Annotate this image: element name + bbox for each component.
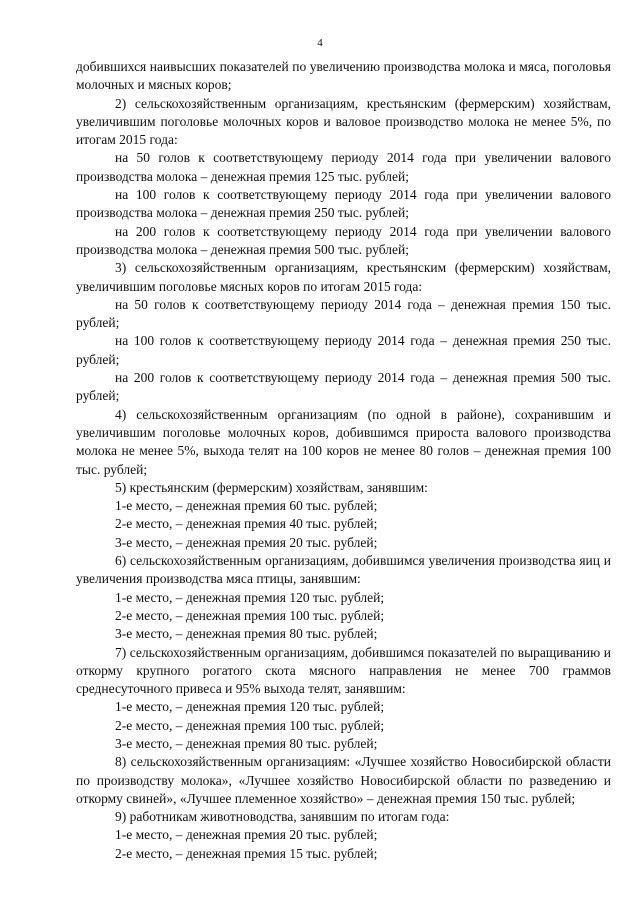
paragraph: добившихся наивысших показателей по увеличению производства молока и мяса, поголовья молочных и мясных коров; [76,59,611,93]
place-line: 2-е место, – денежная премия 40 тыс. рублей; [115,516,378,532]
place-line: 3-е место, – денежная премия 80 тыс. рублей; [115,735,378,751]
place-line: 1-е место, – денежная премия 20 тыс. рублей; [115,827,378,843]
place-line: 3-е место, – денежная премия 80 тыс. рублей; [115,626,378,642]
paragraph: на 50 голов к соответствующему периоду 2014 года – денежная премия 150 тыс. рублей; [76,296,611,331]
place-line: 3-е место, – денежная премия 20 тыс. рублей; [115,534,378,550]
list-item: 4) сельскохозяйственным организациям (по одной в районе), сохранившим и увеличившим поголовье молочных коров, добившимся прироста валового производства молока не менее 5%, выхода телят на 100 коров не менее 80 голов – денежная премия 100 тыс. рублей; [76,406,611,477]
list-item: 7) сельскохозяйственным организациям, добившимся показателей по выращиванию и откорму крупного рогатого скота мясного направления не менее 700 граммов среднесуточного привеса и 95% выхода телят, занявшим: [76,644,611,697]
paragraph: на 100 голов к соответствующему периоду 2014 года – денежная премия 250 тыс. рублей; [76,333,611,367]
document-body [76,58,611,863]
list-item: 2) сельскохозяйственным организациям, крестьянским (фермерским) хозяйствам, увеличившим поголовье молочных коров и валовое производство молока не менее 5%, по итогам 2015 года: [76,95,611,148]
place-line: 2-е место, – денежная премия 15 тыс. рублей; [115,845,378,861]
page-number: 4 [317,37,323,49]
place-line: 2-е место, – денежная премия 100 тыс. рублей; [115,607,385,623]
place-line: 1-е место, – денежная премия 60 тыс. рублей; [115,498,378,514]
paragraph: на 50 голов к соответствующему периоду 2014 года при увеличении валового производства молока – денежная премия 125 тыс. рублей; [76,150,611,184]
paragraph: на 200 голов к соответствующему периоду 2014 года – денежная премия 500 тыс. рублей; [76,370,611,404]
list-item: 3) сельскохозяйственным организациям, крестьянским (фермерским) хозяйствам, увеличившим поголовье мясных коров по итогам 2015 года: [76,260,611,294]
list-item: 8) сельскохозяйственным организациям: «Лучшее хозяйство Новосибирской области по производству молока», «Лучшее хозяйство Новосибирской области по разведению и откорму свиней», «Лучшее племенное хозяйство» – денежная премия 150 тыс. рублей; [76,754,611,806]
paragraph: на 100 голов к соответствующему периоду 2014 года при увеличении валового производства молока – денежная премия 250 тыс. рублей; [76,187,611,221]
place-line: 1-е место, – денежная премия 120 тыс. рублей; [115,699,385,715]
place-line: 2-е место, – денежная премия 100 тыс. рублей; [115,717,385,733]
list-item: 9) работникам животноводства, занявшим по итогам года: [115,809,450,825]
place-line: 1-е место, – денежная премия 120 тыс. рублей; [115,589,385,605]
paragraph: на 200 голов к соответствующему периоду 2014 года при увеличении валового производства молока – денежная премия 500 тыс. рублей; [76,223,611,257]
list-item: 6) сельскохозяйственным организациям, добившимся увеличения производства яиц и увеличения производства мяса птицы, занявшим: [76,553,611,587]
list-item: 5) крестьянским (фермерским) хозяйствам, занявшим: [115,479,428,495]
